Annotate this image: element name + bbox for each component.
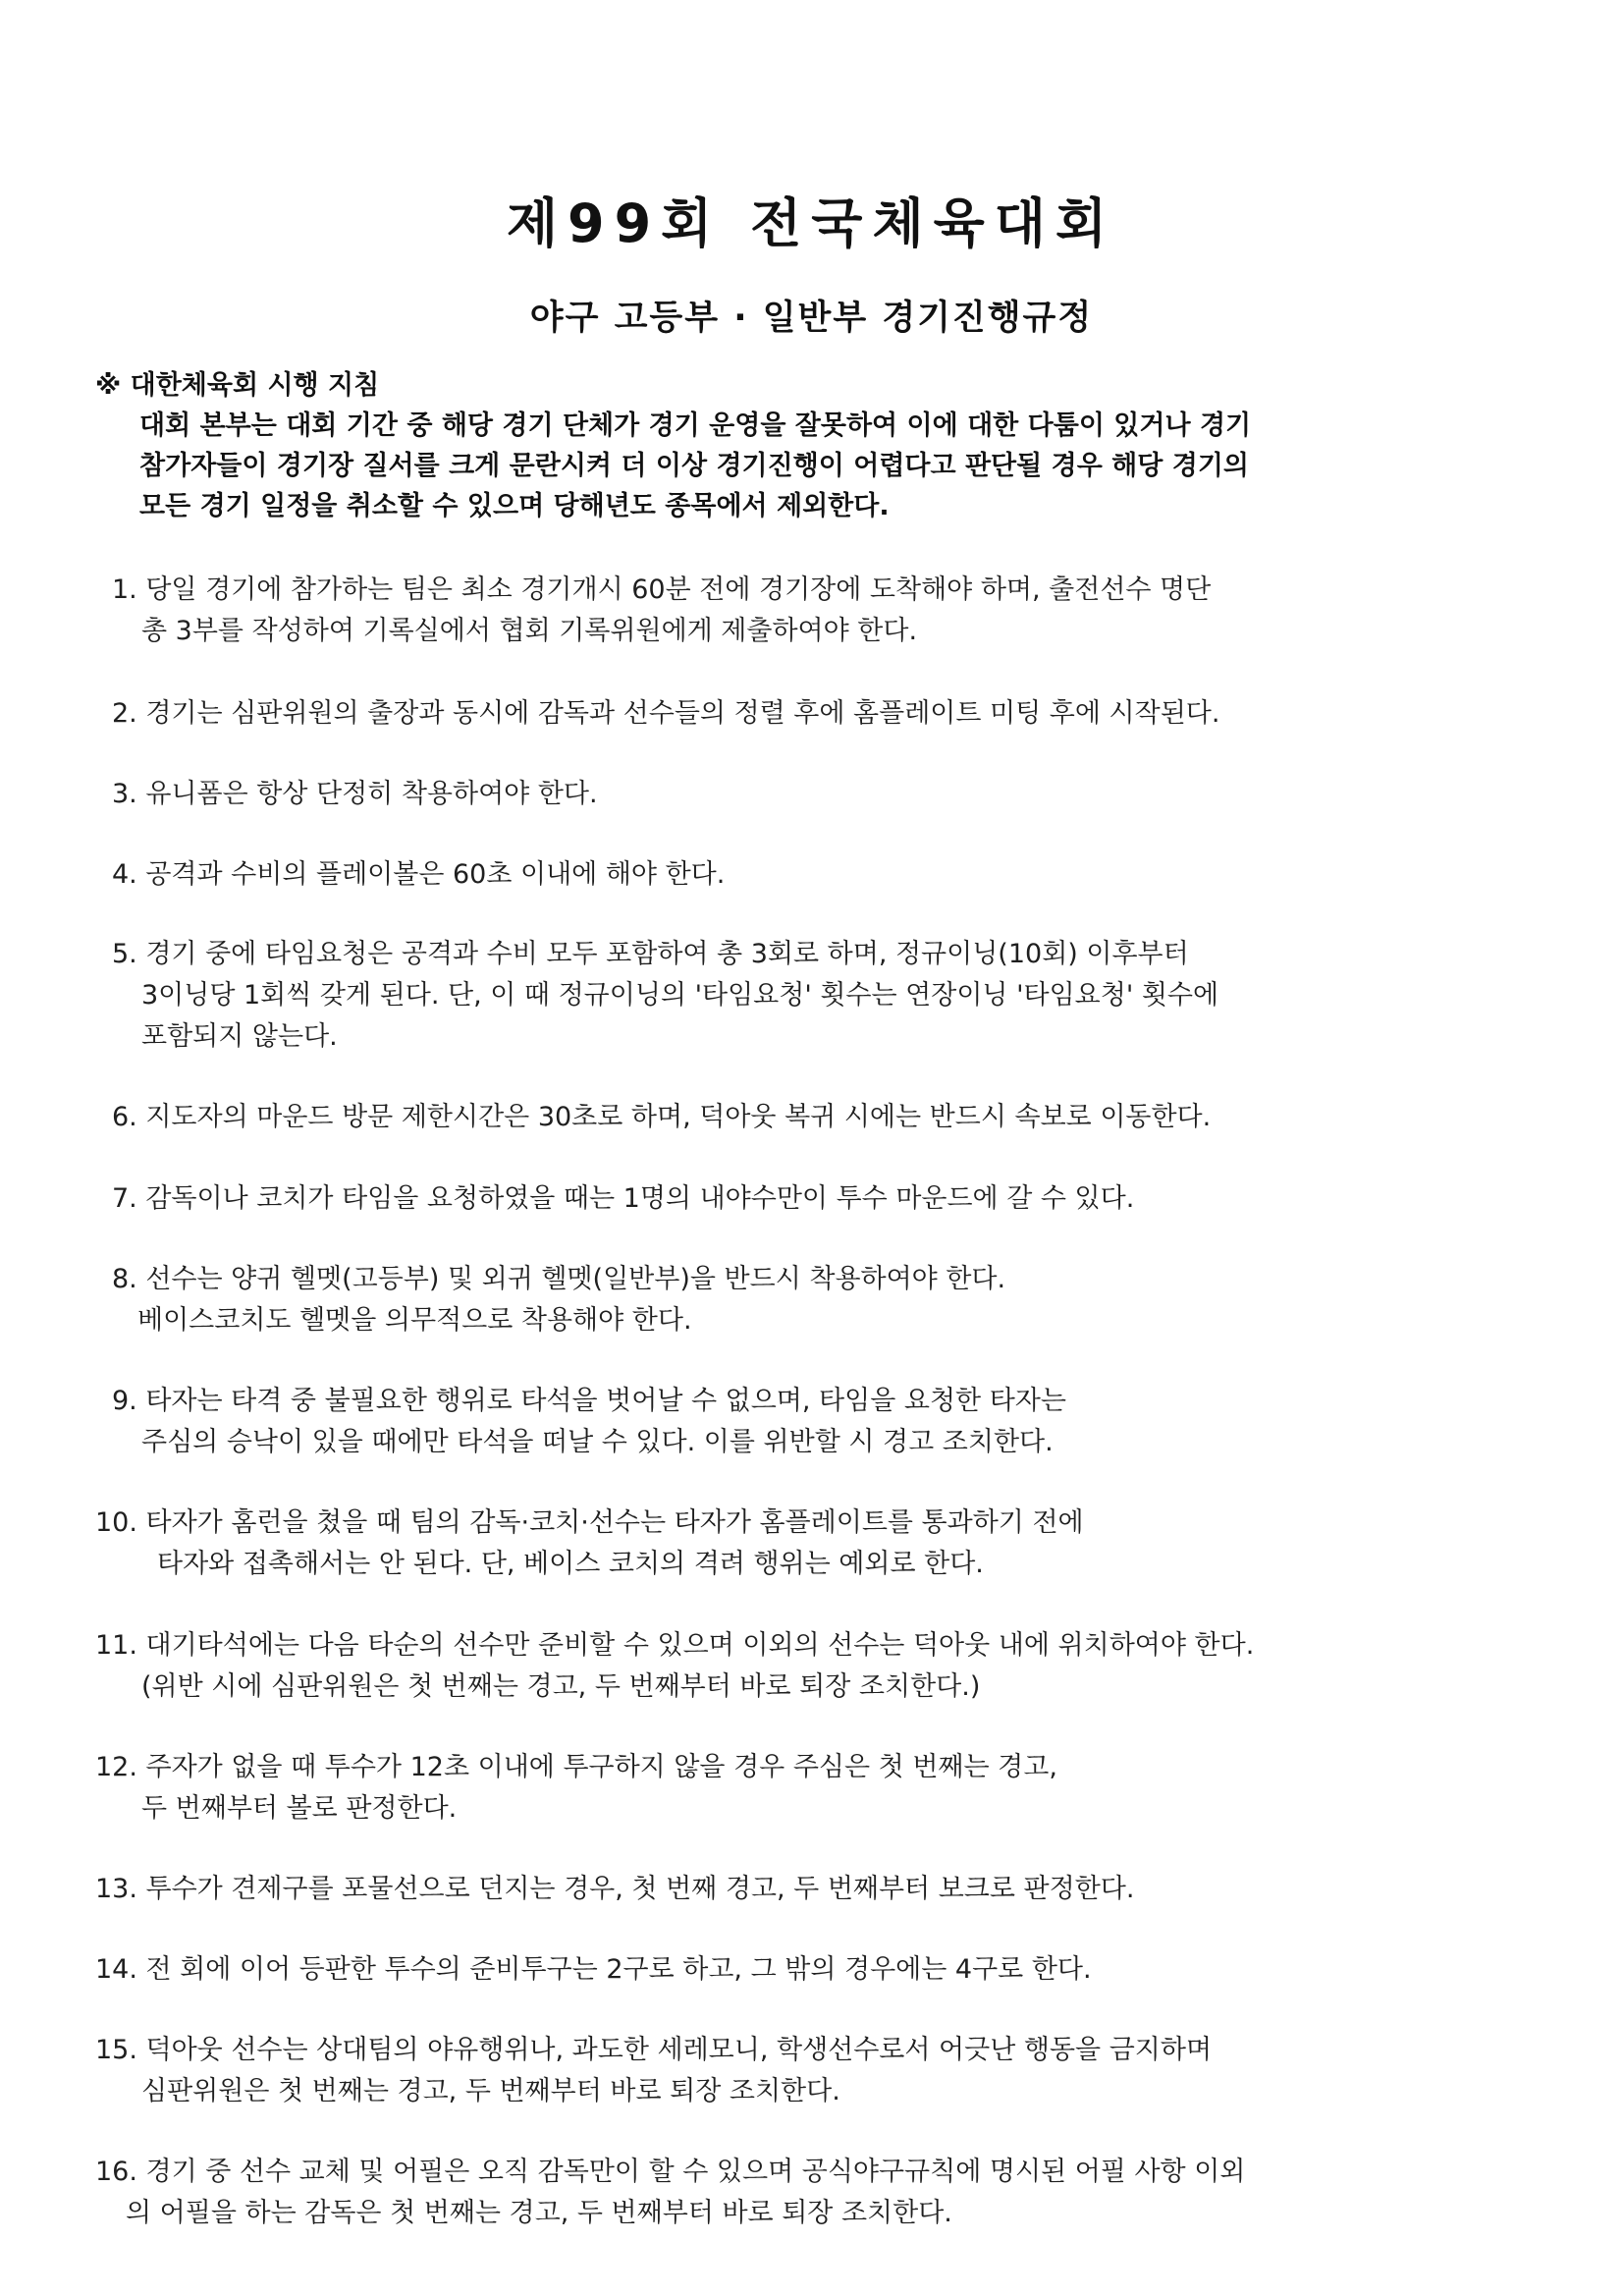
- rule-line: 두 번째부터 볼로 판정한다.: [141, 1793, 458, 1824]
- rule-line: 16. 경기 중 선수 교체 및 어필은 오직 감독만이 할 수 있으며 공식야구규칙에 명시된 어필 사항 이외: [95, 2157, 1246, 2187]
- rule-line: (위반 시에 심판위원은 첫 번째는 경고, 두 번째부터 바로 퇴장 조치한다.): [141, 1671, 981, 1702]
- rule-line: 3이닝당 1회씩 갖게 된다. 단, 이 때 정규이닝의 '타임요청' 횟수는 연장이닝 '타임요청' 횟수에: [141, 980, 1219, 1011]
- document-subtitle: 야구 고등부 · 일반부 경기진행규정: [529, 299, 1094, 338]
- rule-line: 6. 지도자의 마운드 방문 제한시간은 30초로 하며, 덕아웃 복귀 시에는 반드시 속보로 이동한다.: [112, 1102, 1212, 1132]
- rule-line: 1. 당일 경기에 참가하는 팀은 최소 경기개시 60분 전에 경기장에 도착해야 하며, 출전선수 명단: [112, 574, 1212, 605]
- rule-line: 10. 타자가 홈런을 쳤을 때 팀의 감독·코치·선수는 타자가 홈플레이트를 통과하기 전에: [95, 1507, 1084, 1538]
- rule-line: 2. 경기는 심판위원의 출장과 동시에 감독과 선수들의 정렬 후에 홈플레이트 미팅 후에 시작된다.: [112, 698, 1220, 729]
- rule-line: 타자와 접촉해서는 안 된다. 단, 베이스 코치의 격려 행위는 예외로 한다.: [157, 1549, 984, 1579]
- rule-line: 14. 전 회에 이어 등판한 투수의 준비투구는 2구로 하고, 그 밖의 경우에는 4구로 한다.: [95, 1954, 1092, 1985]
- notice-heading: ※ 대한체육회 시행 지침: [95, 370, 380, 401]
- rule-line: 8. 선수는 양귀 헬멧(고등부) 및 외귀 헬멧(일반부)을 반드시 착용하여야 한다.: [112, 1264, 1006, 1294]
- rule-line: 11. 대기타석에는 다음 타순의 선수만 준비할 수 있으며 이외의 선수는 덕아웃 내에 위치하여야 한다.: [95, 1630, 1255, 1661]
- rule-line: 심판위원은 첫 번째는 경고, 두 번째부터 바로 퇴장 조치한다.: [141, 2076, 840, 2106]
- rule-line: 의 어필을 하는 감독은 첫 번째는 경고, 두 번째부터 바로 퇴장 조치한다.: [126, 2198, 952, 2228]
- rule-line: 12. 주자가 없을 때 투수가 12초 이내에 투구하지 않을 경우 주심은 첫 번째는 경고,: [95, 1752, 1057, 1782]
- document-title: 제99회 전국체육대회: [506, 192, 1117, 254]
- rule-line: 4. 공격과 수비의 플레이볼은 60초 이내에 해야 한다.: [112, 859, 726, 890]
- rule-line: 주심의 승낙이 있을 때에만 타석을 떠날 수 있다. 이를 위반할 시 경고 조치한다.: [141, 1427, 1054, 1457]
- rule-line: 5. 경기 중에 타임요청은 공격과 수비 모두 포함하여 총 3회로 하며, 정규이닝(10회) 이후부터: [112, 939, 1189, 969]
- notice-line: 참가자들이 경기장 질서를 크게 문란시켜 더 이상 경기진행이 어렵다고 판단될 경우 해당 경기의: [139, 451, 1249, 481]
- rule-line: 7. 감독이나 코치가 타임을 요청하였을 때는 1명의 내야수만이 투수 마운드에 갈 수 있다.: [112, 1183, 1135, 1214]
- rule-line: 9. 타자는 타격 중 불필요한 행위로 타석을 벗어날 수 없으며, 타임을 요청한 타자는: [112, 1386, 1066, 1416]
- rule-line: 베이스코치도 헬멧을 의무적으로 착용해야 한다.: [137, 1305, 692, 1336]
- rule-line: 포함되지 않는다.: [141, 1021, 338, 1052]
- rule-line: 13. 투수가 견제구를 포물선으로 던지는 경우, 첫 번째 경고, 두 번째부터 보크로 판정한다.: [95, 1874, 1135, 1904]
- rule-line: 15. 덕아웃 선수는 상대팀의 야유행위나, 과도한 세레모니, 학생선수로서 어긋난 행동을 금지하며: [95, 2035, 1213, 2065]
- rule-line: 3. 유니폼은 항상 단정히 착용하여야 한다.: [112, 779, 598, 809]
- notice-line: 모든 경기 일정을 취소할 수 있으며 당해년도 종목에서 제외한다.: [139, 491, 890, 521]
- notice-line: 대회 본부는 대회 기간 중 해당 경기 단체가 경기 운영을 잘못하여 이에 대한 다툼이 있거나 경기: [139, 410, 1252, 441]
- rule-line: 총 3부를 작성하여 기록실에서 협회 기록위원에게 제출하여야 한다.: [141, 616, 918, 646]
